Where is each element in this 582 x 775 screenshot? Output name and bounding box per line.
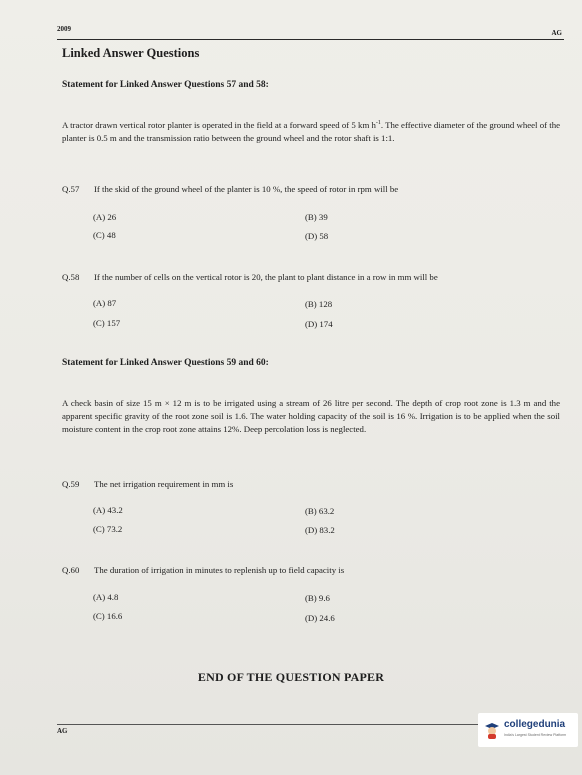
question-number: Q.57 [62, 184, 80, 194]
question-58 [62, 272, 438, 282]
option-a: (A) 43.2 [93, 505, 123, 515]
question-text: The duration of irrigation in minutes to replenish up to field capacity is [94, 565, 345, 575]
option-a: (A) 26 [93, 212, 117, 222]
section-title: Linked Answer Questions [62, 46, 200, 60]
logo-wordmark: collegedunia India's Largest Student Review Platform [504, 719, 566, 741]
option-c: (C) 48 [93, 230, 116, 240]
option-b: (B) 63.2 [305, 506, 335, 516]
option-d: (D) 174 [305, 319, 333, 329]
question-59 [62, 479, 233, 489]
collegedunia-logo[interactable] [478, 713, 578, 747]
option-b: (B) 39 [305, 212, 328, 222]
option-d: (D) 24.6 [305, 613, 335, 623]
question-text: If the number of cells on the vertical rotor is 20, the plant to plant distance in a row in mm will be [94, 272, 438, 282]
option-d: (D) 83.2 [305, 525, 335, 535]
option-a: (A) 4.8 [93, 592, 119, 602]
logo-tagline: India's Largest Student Review Platform [504, 733, 567, 737]
option-a: (A) 87 [93, 298, 117, 308]
option-c: (C) 16.6 [93, 611, 123, 621]
header-paper-code: AG [551, 29, 562, 37]
question-number: Q.58 [62, 272, 80, 282]
statement-2-title: Statement for Linked Answer Questions 59 and 60: [62, 358, 269, 368]
end-of-paper-text: END OF THE QUESTION PAPER [197, 670, 385, 684]
student-avatar-icon [484, 721, 500, 739]
option-b: (B) 128 [305, 299, 333, 309]
option-c: (C) 73.2 [93, 524, 123, 534]
question-57 [62, 184, 398, 194]
option-d: (D) 58 [305, 231, 329, 241]
question-text: The net irrigation requirement in mm is [94, 479, 234, 489]
question-text: If the skid of the ground wheel of the planter is 10 %, the speed of rotor in rpm will be [94, 184, 399, 194]
statement-1-title: Statement for Linked Answer Questions 57 and 58: [62, 80, 269, 90]
option-c: (C) 157 [93, 318, 121, 328]
header-rule [57, 39, 564, 40]
statement-1-text: A tractor drawn vertical rotor planter is operated in the field at a forward speed of 5 km $h^{-1}$. The effective diameter of the ground wheel of the planter is 0.5 m and the transmission ratio between the ground wheel and the rotor shaft is 1:1. [62, 119, 560, 143]
question-number: Q.60 [62, 565, 80, 575]
header-year: 2009 [57, 25, 71, 33]
question-60 [62, 565, 344, 575]
footer-paper-code: AG [57, 727, 68, 735]
question-number: Q.59 [62, 479, 80, 489]
option-b: (B) 9.6 [305, 593, 330, 603]
statement-2-text: A check basin of size 15 m × 12 m is to be irrigated using a stream of 26 litre per second. The depth of crop root zone is 1.3 m and the apparent specific gravity of the root zone soil is 1.6. The water holding capacity of the soil is 16 %. Irrigation is to be applied when the soil moisture content in the crop root zone attains 12%. Deep percolation loss is neglected. [62, 398, 560, 434]
